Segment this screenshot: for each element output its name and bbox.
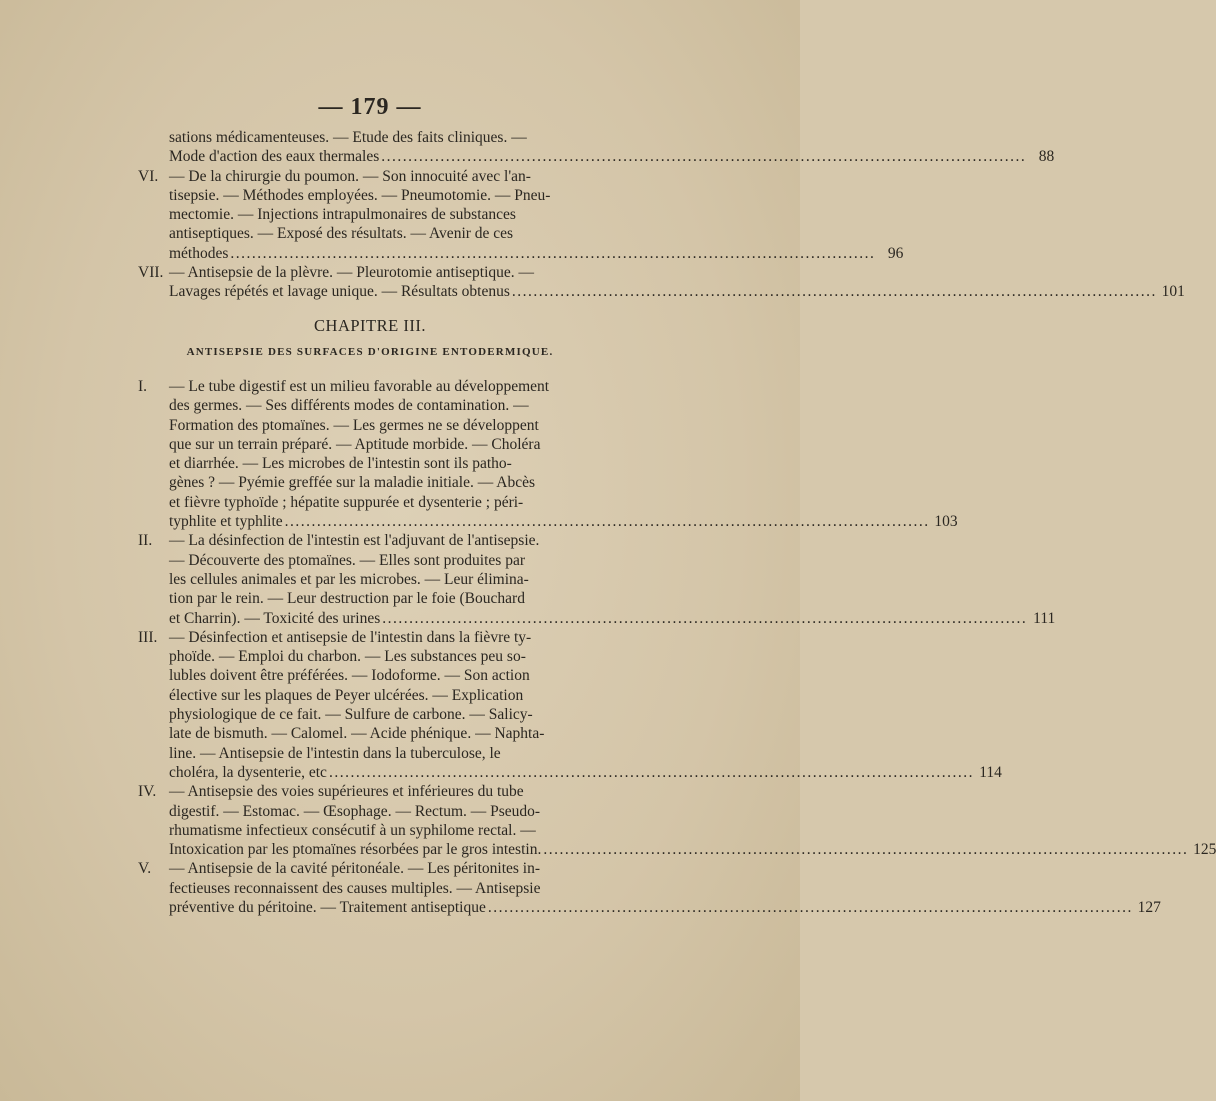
toc-entry-line: — Antisepsie de la plèvre. — Pleurotomie antiseptique. — (169, 264, 535, 282)
toc-entry-line: antiseptiques. — Exposé des résultats. — Avenir de ces (169, 225, 514, 243)
toc-entry-line: — Antisepsie de la cavité péritonéale. — Les péritonites in- (169, 860, 541, 878)
toc-entry-line: digestif. — Estomac. — Œsophage. — Rectum. — Pseudo- (169, 802, 541, 820)
toc-entry (138, 628, 1002, 782)
table-of-contents-section (138, 377, 1216, 917)
dot-leader: ........................................................................................................................ (328, 763, 974, 781)
toc-entry (138, 377, 958, 531)
toc-entry-line: tion par le rein. — Leur destruction par le foie (Bouchard (169, 590, 525, 608)
toc-entry-line: des germes. — Ses différents modes de contamination. — (169, 397, 529, 415)
toc-entry-line: et fièvre typhoïde ; hépatite suppurée et dysenterie ; péri- (169, 493, 524, 511)
toc-page-number: 125 (1193, 841, 1216, 859)
toc-entry-line: et diarrhée. — Les microbes de l'intestin sont ils patho- (169, 455, 512, 473)
toc-entry-line: late de bismuth. — Calomel. — Acide phénique. — Naphta- (169, 725, 545, 743)
toc-entry-text (169, 263, 1185, 302)
toc-entry-line: choléra, la dysenterie, etc (169, 763, 327, 781)
toc-entry-number: III. (138, 628, 158, 646)
toc-entry-line: typhlite et typhlite (169, 513, 283, 531)
toc-page-number: 101 (1161, 283, 1185, 301)
dot-leader: ........................................................................................................................ (230, 244, 876, 262)
toc-entry-number: II. (138, 532, 153, 550)
toc-entry-line: Formation des ptomaïnes. — Les germes ne se développent (169, 416, 539, 434)
toc-entry (138, 859, 1161, 917)
dot-leader: ........................................................................................................................ (543, 841, 1189, 859)
dot-leader: ........................................................................................................................ (511, 283, 1157, 301)
toc-entry-text (169, 782, 1216, 859)
toc-entry-number: I. (138, 378, 148, 395)
toc-page-number: 111 (1033, 609, 1056, 627)
toc-entry-line: gènes ? — Pyémie greffée sur la maladie initiale. — Abcès (169, 474, 535, 492)
dot-leader: ........................................................................................................................ (487, 899, 1133, 917)
toc-entry-line: fectieuses reconnaissent des causes multiples. — Antisepsie (169, 879, 541, 897)
toc-entry-number: VI. (138, 167, 159, 185)
toc-entry (138, 782, 1216, 859)
toc-entry-number: IV. (138, 783, 157, 801)
toc-entry-line: mectomie. — Injections intrapulmonaires de substances (169, 206, 516, 224)
toc-entry-line: sations médicamenteuses. — Etude des faits cliniques. — (169, 129, 527, 146)
table-of-contents-section (138, 128, 1185, 302)
toc-entry (138, 531, 1056, 627)
toc-page-number: 88 (1038, 148, 1055, 166)
chapter-subtitle: ANTISEPSIE DES SURFACES D'ORIGINE ENTODERMIQUE. (186, 346, 554, 358)
toc-entry-line: tisepsie. — Méthodes employées. — Pneumotomie. — Pneu- (169, 186, 551, 204)
toc-entry-line: que sur un terrain préparé. — Aptitude morbide. — Choléra (169, 435, 541, 453)
toc-entry (138, 167, 904, 263)
toc-entry-line: lubles doivent être préférées. — Iodoforme. — Son action (169, 667, 530, 685)
toc-entry-line: — De la chirurgie du poumon. — Son innocuité avec l'an- (169, 167, 531, 185)
toc-entry-line: Mode d'action des eaux thermales (169, 148, 380, 166)
toc-entry-text (169, 531, 1056, 627)
toc-entry-line: Lavages répétés et lavage unique. — Résultats obtenus (169, 283, 510, 301)
toc-entry-line: les cellules animales et par les microbes. — Leur élimina- (169, 570, 529, 588)
toc-entry-text (169, 628, 1002, 782)
toc-entry-line: physiologique de ce fait. — Sulfure de carbone. — Salicy- (169, 706, 533, 724)
toc-entry-line: rhumatisme infectieux consécutif à un syphilome rectal. — (169, 821, 536, 839)
dot-leader: ........................................................................................................................ (381, 148, 1027, 166)
toc-page-number: 96 (887, 244, 904, 262)
toc-entry-text (169, 128, 1055, 167)
dot-leader: ........................................................................................................................ (284, 513, 930, 531)
toc-entry-line: — Antisepsie des voies supérieures et inférieures du tube (169, 783, 524, 801)
dot-leader: ........................................................................................................................ (382, 609, 1028, 627)
toc-entry-line: et Charrin). — Toxicité des urines (169, 609, 381, 627)
page-number: — 179 — (318, 94, 422, 120)
toc-entry-text (169, 377, 958, 531)
toc-entry-text (169, 859, 1161, 917)
toc-page-number: 103 (934, 513, 958, 531)
toc-entry-line: préventive du péritoine. — Traitement antiseptique (169, 899, 486, 917)
toc-entry (138, 128, 1055, 167)
toc-entry-line: Intoxication par les ptomaïnes résorbées par le gros intestin. (169, 841, 542, 859)
toc-entry-line: phoïde. — Emploi du charbon. — Les substances peu so- (169, 648, 526, 666)
toc-page-number: 114 (979, 763, 1002, 781)
chapter-title: CHAPITRE III. (314, 316, 426, 335)
toc-entry-line: — La désinfection de l'intestin est l'adjuvant de l'antisepsie. (169, 532, 540, 550)
toc-entry-text (169, 167, 904, 263)
toc-entry-number: VII. (138, 264, 164, 282)
toc-entry-line: — Désinfection et antisepsie de l'intestin dans la fièvre ty- (169, 628, 532, 646)
toc-entry-number: V. (138, 860, 152, 878)
toc-entry-line: méthodes (169, 244, 229, 262)
toc-page-number: 127 (1137, 899, 1161, 917)
toc-entry-line: — Le tube digestif est un milieu favorable au développement (169, 378, 550, 395)
toc-entry (138, 263, 1185, 302)
toc-entry-line: élective sur les plaques de Peyer ulcérées. — Explication (169, 686, 524, 704)
toc-entry-line: — Découverte des ptomaïnes. — Elles sont produites par (169, 551, 525, 569)
toc-entry-line: line. — Antisepsie de l'intestin dans la tuberculose, le (169, 744, 501, 762)
